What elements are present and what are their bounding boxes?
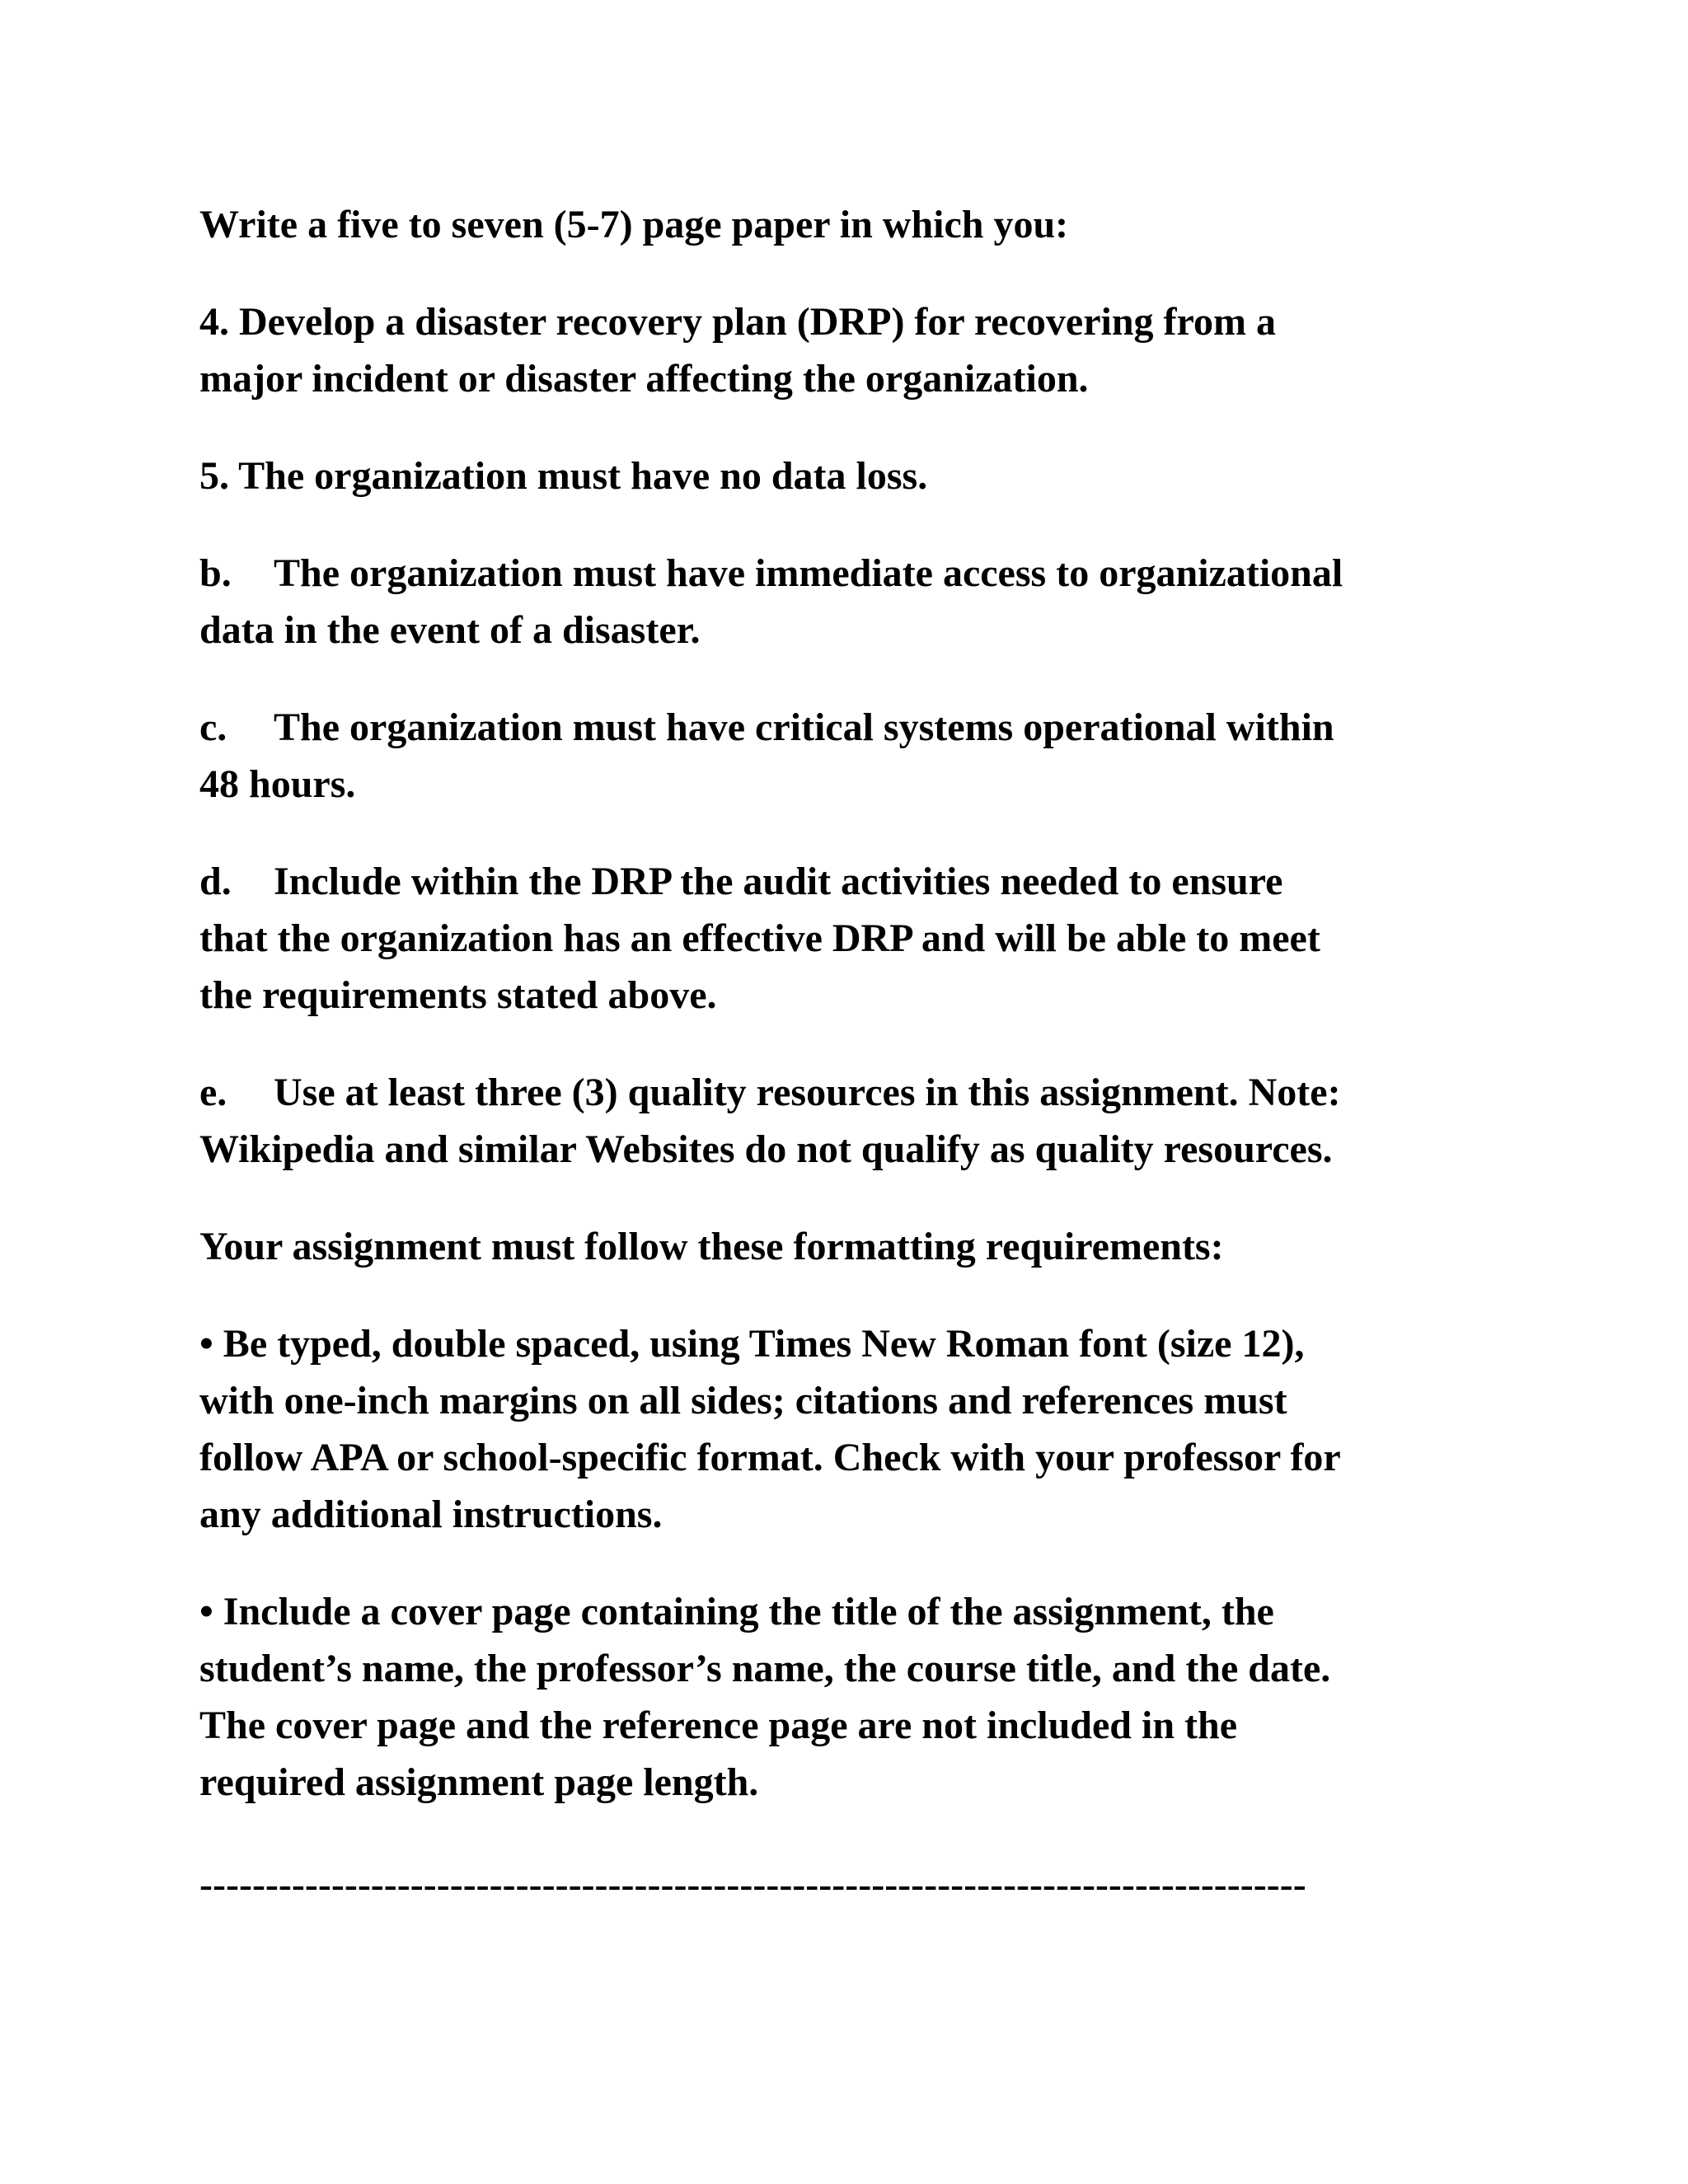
item-5-paragraph	[199, 448, 1502, 504]
item-d-line-1-text: Include within the DRP the audit activities needed to ensure	[274, 860, 1283, 903]
item-4-paragraph	[199, 293, 1502, 407]
document-body	[199, 196, 1502, 1811]
formatting-heading	[199, 1218, 1502, 1275]
item-b-line-1	[199, 545, 1502, 602]
bullet-1-line-4: any additional instructions.	[199, 1493, 663, 1536]
bullet-2-line-1: • Include a cover page containing the title of the assignment, the	[199, 1590, 1274, 1633]
bullet-1-line-3: follow APA or school-specific format. Check with your professor for	[199, 1436, 1341, 1479]
intro-text: Write a five to seven (5-7) page paper in which you:	[199, 203, 1069, 246]
bullet-2-line-4: required assignment page length.	[199, 1760, 759, 1804]
item-d-paragraph	[199, 853, 1502, 1024]
item-e-line-1	[199, 1064, 1502, 1121]
item-d-line-2: that the organization has an effective DRP and will be able to meet	[199, 916, 1320, 960]
item-b-line-2: data in the event of a disaster.	[199, 608, 701, 652]
item-4-line-1: 4. Develop a disaster recovery plan (DRP) for recovering from a	[199, 300, 1276, 344]
item-d-line-1	[199, 853, 1502, 910]
bullet-2-line-3: The cover page and the reference page are not included in the	[199, 1704, 1238, 1747]
item-e-paragraph	[199, 1064, 1502, 1178]
item-b-paragraph	[199, 545, 1502, 658]
item-b-line-1-text: The organization must have immediate access to organizational	[274, 551, 1343, 595]
bullet-1-line-2: with one-inch margins on all sides; citations and references must	[199, 1379, 1287, 1422]
intro-paragraph	[199, 196, 1502, 253]
item-4-line-2: major incident or disaster affecting the organization.	[199, 357, 1089, 401]
item-c-line-1	[199, 699, 1502, 756]
bullet-2-paragraph	[199, 1583, 1502, 1811]
item-d-marker: d.	[199, 860, 232, 903]
bullet-2-line-2: student’s name, the professor’s name, the course title, and the date.	[199, 1647, 1331, 1690]
item-e-line-1-text: Use at least three (3) quality resources in this assignment. Note:	[274, 1071, 1341, 1114]
item-e-line-2: Wikipedia and similar Websites do not qualify as quality resources.	[199, 1127, 1333, 1171]
bullet-1-paragraph	[199, 1315, 1502, 1543]
bullet-1-line-1: • Be typed, double spaced, using Times New Roman font (size 12),	[199, 1322, 1305, 1366]
dashed-divider: ------------------------------------------------------------------------------------	[199, 1863, 1306, 1906]
item-c-line-1-text: The organization must have critical systems operational within	[274, 705, 1334, 749]
formatting-heading-text: Your assignment must follow these formatting requirements:	[199, 1225, 1224, 1268]
item-c-marker: c.	[199, 705, 227, 749]
item-d-line-3: the requirements stated above.	[199, 973, 717, 1017]
item-c-paragraph	[199, 699, 1502, 813]
item-c-line-2: 48 hours.	[199, 762, 356, 806]
item-5-text: 5. The organization must have no data loss.	[199, 454, 928, 498]
item-b-marker: b.	[199, 551, 232, 595]
item-e-marker: e.	[199, 1071, 227, 1114]
